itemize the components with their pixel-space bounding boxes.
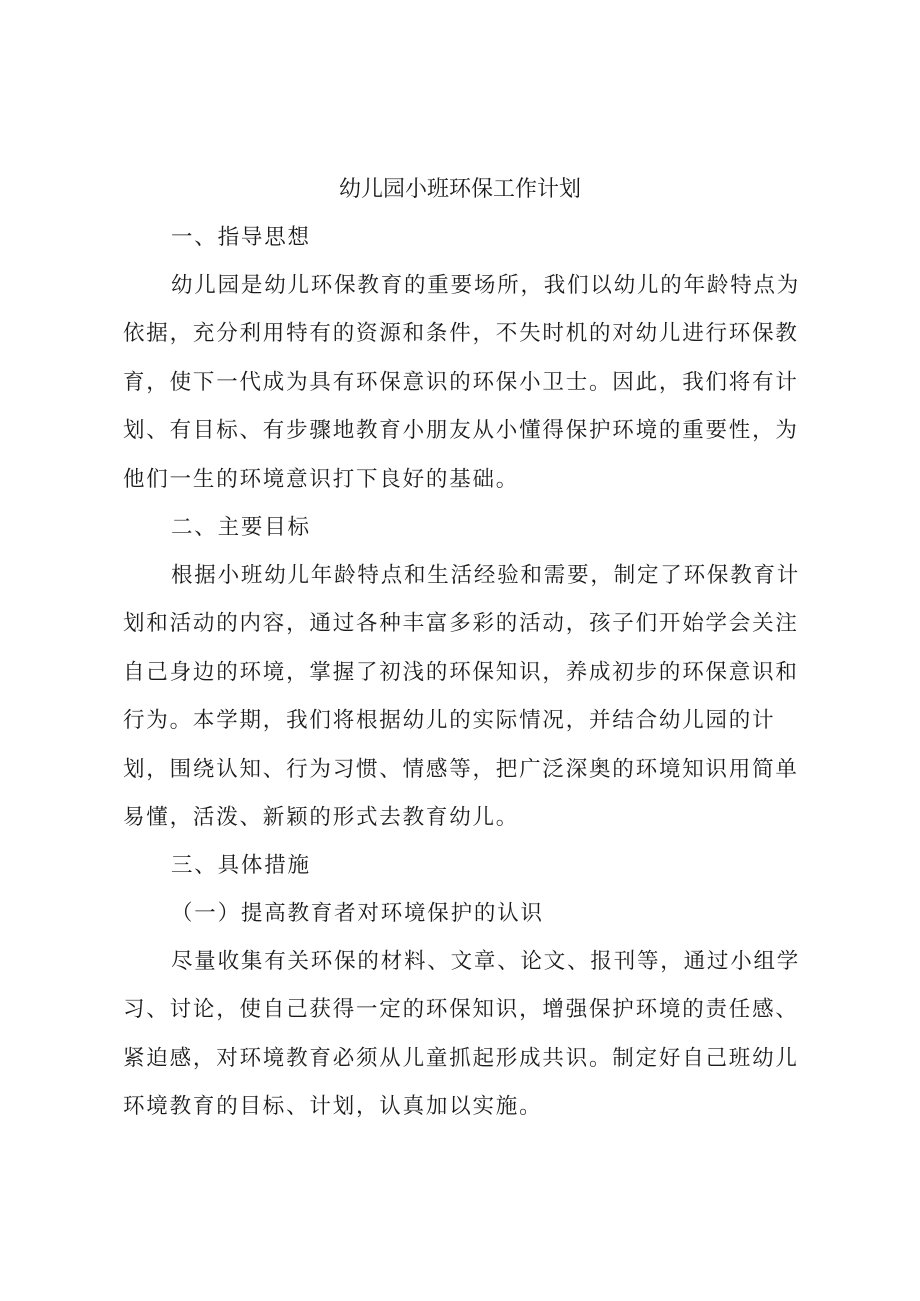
section-3-paragraph: 尽量收集有关环保的材料、文章、论文、报刊等，通过小组学习、讨论，使自己获得一定的环保知识，增强保护环境的责任感、紧迫感，对环境教育必须从儿童抓起形成共识。制定好自己班幼儿环境教育的目标、计划，认真加以实施。 <box>123 949 801 1120</box>
section-3-subheading: （一）提高教育者对环境保护的认识 <box>171 901 544 926</box>
section-2-paragraph: 根据小班幼儿年龄特点和生活经验和需要，制定了环保教育计划和活动的内容，通过各种丰富多彩的活动，孩子们开始学会关注自己身边的环境，掌握了初浅的环保知识，养成初步的环保意识和行为。本学期，我们将根据幼儿的实际情况，并结合幼儿园的计划，围绕认知、行为习惯、情感等，把广泛深奥的环境知识用简单易懂，活泼、新颖的形式去教育幼儿。 <box>123 563 801 831</box>
section-1-paragraph: 幼儿园是幼儿环保教育的重要场所，我们以幼儿的年龄特点为依据，充分利用特有的资源和条件，不失时机的对幼儿进行环保教育，使下一代成为具有环保意识的环保小卫士。因此，我们将有计划、有目标、有步骤地教育小朋友从小懂得保护环境的重要性，为他们一生的环境意识打下良好的基础。 <box>123 273 801 492</box>
document-title: 幼儿园小班环保工作计划 <box>338 177 581 202</box>
section-1-heading: 一、指导思想 <box>171 225 311 250</box>
section-2-heading: 二、主要目标 <box>171 515 311 540</box>
section-3-heading: 三、具体措施 <box>171 853 311 878</box>
